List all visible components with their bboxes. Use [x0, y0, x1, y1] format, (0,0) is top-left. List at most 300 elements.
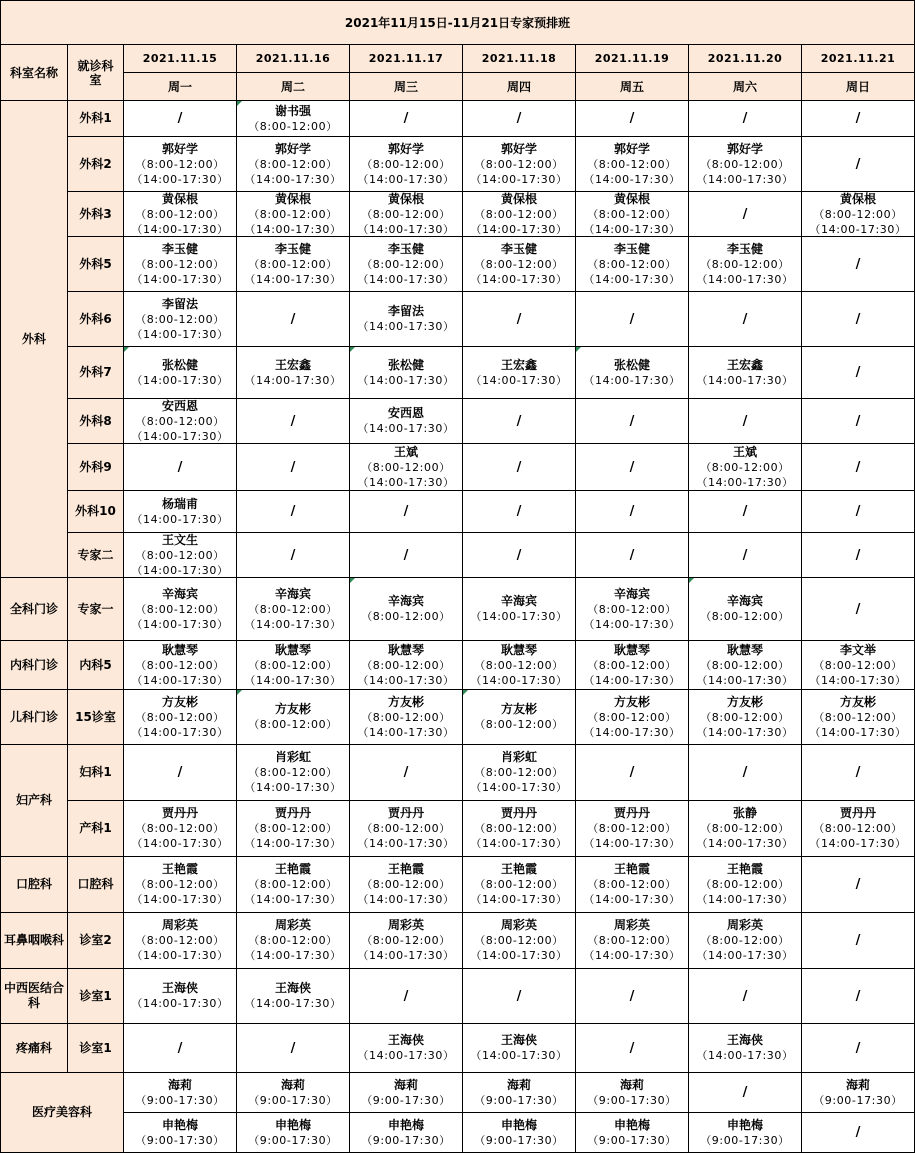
time-slot: （14:00-17:30） — [244, 172, 342, 186]
schedule-cell — [237, 690, 350, 745]
doctor-name: 辛海宾 — [274, 586, 311, 601]
schedule-cell — [802, 913, 915, 969]
time-slot: （14:00-17:30） — [696, 837, 794, 850]
time-slot: （14:00-17:30） — [131, 512, 229, 526]
time-slot: （14:00-17:30） — [131, 327, 229, 341]
time-slot: （8:00-12:00） — [248, 934, 338, 947]
schedule-cell — [689, 491, 802, 533]
time-slot: （8:00-12:00） — [700, 878, 790, 891]
weekday-header: 周三 — [350, 73, 463, 101]
clinic-name: 外科9 — [68, 444, 124, 491]
time-slot: （8:00-12:00） — [700, 610, 790, 623]
schedule-cell — [463, 399, 576, 444]
department-name: 中西医结合科 — [0, 969, 68, 1024]
time-slot: （14:00-17:30） — [244, 673, 342, 687]
doctor-name: 王斌 — [393, 444, 418, 459]
weekday-header: 周五 — [576, 73, 689, 101]
schedule-cell — [124, 347, 237, 399]
time-slot: （8:00-12:00） — [361, 658, 451, 672]
doctor-name: 张松健 — [387, 357, 424, 372]
time-slot: （8:00-12:00） — [361, 257, 451, 271]
time-slot: （14:00-17:30） — [470, 673, 568, 687]
time-slot: （14:00-17:30） — [357, 893, 455, 906]
doctor-name: 辛海宾 — [726, 594, 763, 608]
schedule-cell — [350, 137, 463, 192]
department-name: 医疗美容科 — [0, 1073, 124, 1153]
time-slot: （14:00-17:30） — [244, 949, 342, 962]
doctor-name: 耿慧琴 — [613, 642, 650, 657]
no-schedule-slash: / — [742, 988, 748, 1004]
time-slot: （8:00-12:00） — [474, 766, 564, 779]
doctor-name: 安西恩 — [387, 406, 424, 420]
schedule-cell — [124, 745, 237, 801]
doctor-name: 辛海宾 — [500, 594, 537, 608]
schedule-cell — [237, 347, 350, 399]
clinic-name: 外科5 — [68, 237, 124, 292]
doctor-name: 海莉 — [393, 1077, 418, 1092]
schedule-cell — [350, 1113, 463, 1153]
schedule-cell — [350, 641, 463, 690]
schedule-cell — [350, 347, 463, 399]
no-schedule-slash: / — [290, 413, 296, 429]
time-slot: （14:00-17:30） — [583, 673, 681, 687]
schedule-cell — [802, 1113, 915, 1153]
no-schedule-slash: / — [855, 365, 861, 380]
clinic-name: 外科7 — [68, 347, 124, 399]
no-schedule-slash: / — [629, 547, 635, 563]
clinic-name: 妇科1 — [68, 745, 124, 801]
doctor-name: 周彩英 — [274, 918, 311, 932]
doctor-name: 郭好学 — [726, 141, 763, 156]
doctor-name: 海莉 — [845, 1077, 870, 1092]
time-slot: （9:00-17:30） — [135, 1133, 225, 1147]
time-slot: （14:00-17:30） — [696, 1049, 794, 1062]
doctor-name: 杨瑞甫 — [161, 496, 198, 511]
time-slot: （8:00-12:00） — [474, 257, 564, 271]
schedule-cell — [689, 347, 802, 399]
time-slot: （14:00-17:30） — [357, 272, 455, 286]
time-slot: （8:00-12:00） — [135, 822, 225, 835]
time-slot: （9:00-17:30） — [813, 1093, 903, 1107]
schedule-cell — [350, 969, 463, 1024]
time-slot: （14:00-17:30） — [357, 373, 455, 387]
doctor-name: 方友彬 — [613, 694, 650, 709]
time-slot: （14:00-17:30） — [131, 837, 229, 850]
no-schedule-slash: / — [290, 311, 296, 327]
schedule-cell — [689, 292, 802, 347]
time-slot: （8:00-12:00） — [813, 658, 903, 672]
time-slot: （8:00-12:00） — [587, 878, 677, 891]
schedule-cell — [237, 101, 350, 137]
schedule-cell — [237, 137, 350, 192]
no-schedule-slash: / — [742, 111, 748, 126]
date-header: 2021.11.20 — [689, 45, 802, 73]
schedule-cell — [463, 491, 576, 533]
doctor-name: 张静 — [732, 806, 757, 820]
schedule-cell — [802, 690, 915, 745]
schedule-cell — [350, 237, 463, 292]
doctor-name: 张松健 — [161, 357, 198, 372]
time-slot: （14:00-17:30） — [583, 222, 681, 236]
no-schedule-slash: / — [516, 459, 522, 475]
schedule-cell — [576, 913, 689, 969]
department-name: 妇产科 — [0, 745, 68, 857]
time-slot: （8:00-12:00） — [474, 878, 564, 891]
doctor-name: 王宏鑫 — [500, 357, 537, 372]
schedule-cell — [576, 101, 689, 137]
time-slot: （8:00-12:00） — [361, 710, 451, 724]
schedule-cell — [802, 491, 915, 533]
time-slot: （14:00-17:30） — [583, 172, 681, 186]
no-schedule-slash: / — [742, 547, 748, 563]
clinic-name: 内科5 — [68, 641, 124, 690]
schedule-cell — [576, 399, 689, 444]
time-slot: （8:00-12:00） — [700, 460, 790, 474]
schedule-cell — [576, 745, 689, 801]
time-slot: （8:00-12:00） — [248, 207, 338, 221]
schedule-cell — [802, 237, 915, 292]
doctor-name: 郭好学 — [500, 141, 537, 156]
doctor-name: 安西恩 — [161, 399, 198, 413]
schedule-cell — [237, 801, 350, 857]
time-slot: （8:00-12:00） — [135, 157, 225, 171]
time-slot: （14:00-17:30） — [357, 475, 455, 489]
clinic-name: 外科6 — [68, 292, 124, 347]
schedule-cell — [350, 399, 463, 444]
schedule-cell — [237, 578, 350, 641]
time-slot: （14:00-17:30） — [583, 837, 681, 850]
time-slot: （14:00-17:30） — [696, 893, 794, 906]
schedule-cell — [124, 578, 237, 641]
schedule-cell — [689, 857, 802, 913]
time-slot: （8:00-12:00） — [248, 119, 338, 133]
schedule-cell — [576, 969, 689, 1024]
time-slot: （14:00-17:30） — [131, 222, 229, 236]
no-schedule-slash: / — [516, 547, 522, 563]
no-schedule-slash: / — [855, 504, 861, 519]
time-slot: （8:00-12:00） — [700, 658, 790, 672]
schedule-cell — [576, 137, 689, 192]
no-schedule-slash: / — [629, 311, 635, 327]
schedule-cell — [124, 1024, 237, 1073]
no-schedule-slash: / — [742, 311, 748, 327]
schedule-cell — [576, 578, 689, 641]
schedule-cell — [463, 444, 576, 491]
doctor-name: 海莉 — [280, 1077, 305, 1092]
schedule-cell — [802, 641, 915, 690]
time-slot: （9:00-17:30） — [248, 1133, 338, 1147]
schedule-cell — [463, 969, 576, 1024]
time-slot: （9:00-17:30） — [700, 1133, 790, 1147]
time-slot: （8:00-12:00） — [135, 878, 225, 891]
time-slot: （8:00-12:00） — [361, 610, 451, 623]
doctor-name: 耿慧琴 — [726, 642, 763, 657]
doctor-name: 贾丹丹 — [500, 806, 537, 820]
clinic-column-header: 就诊科室 — [68, 45, 124, 101]
time-slot: （8:00-12:00） — [587, 658, 677, 672]
time-slot: （8:00-12:00） — [700, 157, 790, 171]
schedule-cell — [576, 491, 689, 533]
schedule-cell — [689, 1073, 802, 1113]
time-slot: （14:00-17:30） — [357, 172, 455, 186]
no-schedule-slash: / — [742, 504, 748, 519]
doctor-name: 贾丹丹 — [839, 806, 876, 820]
schedule-cell — [463, 137, 576, 192]
time-slot: （14:00-17:30） — [696, 673, 794, 687]
doctor-name: 王海侠 — [726, 1033, 763, 1047]
schedule-cell — [350, 292, 463, 347]
time-slot: （8:00-12:00） — [135, 548, 225, 562]
doctor-name: 王艳霞 — [613, 862, 650, 876]
time-slot: （8:00-12:00） — [474, 207, 564, 221]
time-slot: （14:00-17:30） — [244, 617, 342, 631]
time-slot: （14:00-17:30） — [244, 222, 342, 236]
schedule-cell — [689, 137, 802, 192]
schedule-cell — [463, 192, 576, 237]
time-slot: （14:00-17:30） — [131, 997, 229, 1010]
no-schedule-slash: / — [855, 111, 861, 126]
doctor-name: 海莉 — [619, 1077, 644, 1092]
schedule-cell — [350, 913, 463, 969]
schedule-cell — [689, 101, 802, 137]
no-schedule-slash: / — [403, 504, 409, 519]
schedule-cell — [350, 801, 463, 857]
weekday-header: 周二 — [237, 73, 350, 101]
no-schedule-slash: / — [403, 547, 409, 563]
time-slot: （14:00-17:30） — [131, 617, 229, 631]
department-name: 外科 — [0, 101, 68, 578]
schedule-cell — [124, 491, 237, 533]
schedule-cell — [237, 491, 350, 533]
time-slot: （14:00-17:30） — [244, 893, 342, 906]
weekday-header: 周一 — [124, 73, 237, 101]
time-slot: （14:00-17:30） — [357, 949, 455, 962]
time-slot: （9:00-17:30） — [361, 1133, 451, 1147]
schedule-cell — [237, 533, 350, 578]
schedule-cell — [124, 641, 237, 690]
no-schedule-slash: / — [742, 413, 748, 429]
no-schedule-slash: / — [403, 765, 409, 780]
time-slot: （8:00-12:00） — [248, 822, 338, 835]
schedule-cell — [350, 1073, 463, 1113]
time-slot: （14:00-17:30） — [131, 949, 229, 962]
doctor-name: 谢书强 — [274, 103, 311, 118]
no-schedule-slash: / — [855, 765, 861, 780]
comment-marker — [689, 578, 694, 583]
time-slot: （9:00-17:30） — [474, 1133, 564, 1147]
doctor-name: 王艳霞 — [161, 862, 198, 876]
time-slot: （8:00-12:00） — [813, 207, 903, 221]
schedule-cell — [802, 745, 915, 801]
time-slot: （14:00-17:30） — [696, 725, 794, 739]
department-name: 口腔科 — [0, 857, 68, 913]
department-name: 内科门诊 — [0, 641, 68, 690]
time-slot: （14:00-17:30） — [809, 673, 907, 687]
schedule-cell — [350, 745, 463, 801]
time-slot: （8:00-12:00） — [248, 718, 338, 731]
doctor-name: 肖彩虹 — [274, 750, 311, 764]
no-schedule-slash: / — [629, 504, 635, 519]
clinic-name: 诊室2 — [68, 913, 124, 969]
time-slot: （14:00-17:30） — [131, 893, 229, 906]
clinic-name: 专家一 — [68, 578, 124, 641]
doctor-name: 周彩英 — [387, 918, 424, 932]
schedule-cell — [237, 399, 350, 444]
time-slot: （14:00-17:30） — [470, 1049, 568, 1062]
clinic-name: 外科10 — [68, 491, 124, 533]
time-slot: （14:00-17:30） — [470, 373, 568, 387]
date-header: 2021.11.17 — [350, 45, 463, 73]
doctor-name: 申艳梅 — [500, 1117, 537, 1132]
schedule-cell — [689, 192, 802, 237]
time-slot: （8:00-12:00） — [135, 312, 225, 326]
schedule-cell — [463, 690, 576, 745]
date-header: 2021.11.15 — [124, 45, 237, 73]
schedule-cell — [124, 913, 237, 969]
no-schedule-slash: / — [290, 1040, 296, 1056]
schedule-cell — [689, 533, 802, 578]
schedule-cell — [237, 1024, 350, 1073]
time-slot: （14:00-17:30） — [357, 673, 455, 687]
time-slot: （14:00-17:30） — [583, 725, 681, 739]
no-schedule-slash: / — [855, 601, 861, 617]
schedule-cell — [689, 969, 802, 1024]
time-slot: （14:00-17:30） — [357, 1049, 455, 1062]
schedule-cell — [124, 533, 237, 578]
no-schedule-slash: / — [629, 459, 635, 475]
schedule-cell — [576, 1024, 689, 1073]
time-slot: （8:00-12:00） — [587, 257, 677, 271]
schedule-cell — [350, 857, 463, 913]
no-schedule-slash: / — [855, 156, 861, 172]
doctor-name: 耿慧琴 — [387, 642, 424, 657]
schedule-cell — [124, 192, 237, 237]
doctor-name: 申艳梅 — [274, 1117, 311, 1132]
time-slot: （9:00-17:30） — [248, 1093, 338, 1107]
doctor-name: 王宏鑫 — [726, 357, 763, 372]
doctor-name: 方友彬 — [500, 702, 537, 716]
schedule-cell — [802, 347, 915, 399]
clinic-name: 15诊室 — [68, 690, 124, 745]
no-schedule-slash: / — [629, 413, 635, 429]
time-slot: （8:00-12:00） — [474, 934, 564, 947]
clinic-name: 诊室1 — [68, 1024, 124, 1073]
time-slot: （8:00-12:00） — [248, 878, 338, 891]
schedule-cell — [124, 237, 237, 292]
time-slot: （14:00-17:30） — [357, 725, 455, 739]
schedule-cell — [124, 137, 237, 192]
doctor-name: 黄保根 — [161, 192, 198, 206]
schedule-cell — [576, 237, 689, 292]
schedule-cell — [237, 1113, 350, 1153]
time-slot: （14:00-17:30） — [131, 673, 229, 687]
doctor-name: 黄保根 — [613, 192, 650, 206]
doctor-name: 王艳霞 — [387, 862, 424, 876]
doctor-name: 耿慧琴 — [500, 642, 537, 657]
time-slot: （8:00-12:00） — [135, 710, 225, 724]
doctor-name: 王宏鑫 — [274, 357, 311, 372]
clinic-name: 外科3 — [68, 192, 124, 237]
clinic-name: 口腔科 — [68, 857, 124, 913]
time-slot: （14:00-17:30） — [470, 172, 568, 186]
schedule-cell — [689, 237, 802, 292]
schedule-cell — [350, 690, 463, 745]
schedule-cell — [124, 444, 237, 491]
time-slot: （8:00-12:00） — [361, 878, 451, 891]
doctor-name: 郭好学 — [274, 141, 311, 156]
department-name: 儿科门诊 — [0, 690, 68, 745]
schedule-cell — [576, 444, 689, 491]
time-slot: （14:00-17:30） — [470, 893, 568, 906]
comment-marker — [350, 578, 355, 583]
doctor-name: 郭好学 — [613, 141, 650, 156]
time-slot: （9:00-17:30） — [135, 1093, 225, 1107]
time-slot: （14:00-17:30） — [809, 837, 907, 850]
comment-marker — [576, 347, 581, 352]
doctor-name: 黄保根 — [500, 192, 537, 206]
no-schedule-slash: / — [629, 111, 635, 126]
time-slot: （14:00-17:30） — [809, 725, 907, 739]
no-schedule-slash: / — [403, 111, 409, 126]
doctor-name: 王海侠 — [387, 1033, 424, 1047]
schedule-cell — [463, 237, 576, 292]
schedule-cell — [576, 857, 689, 913]
doctor-name: 辛海宾 — [613, 586, 650, 601]
no-schedule-slash: / — [177, 459, 183, 475]
time-slot: （14:00-17:30） — [583, 617, 681, 631]
doctor-name: 黄保根 — [274, 192, 311, 206]
time-slot: （14:00-17:30） — [131, 272, 229, 286]
doctor-name: 方友彬 — [274, 702, 311, 716]
time-slot: （8:00-12:00） — [135, 602, 225, 616]
schedule-cell — [463, 533, 576, 578]
time-slot: （14:00-17:30） — [244, 272, 342, 286]
doctor-name: 周彩英 — [500, 918, 537, 932]
doctor-name: 周彩英 — [613, 918, 650, 932]
doctor-name: 王海侠 — [500, 1033, 537, 1047]
schedule-cell — [802, 969, 915, 1024]
schedule-cell — [802, 399, 915, 444]
time-slot: （14:00-17:30） — [470, 610, 568, 623]
time-slot: （8:00-12:00） — [361, 934, 451, 947]
schedule-cell — [237, 857, 350, 913]
doctor-name: 王艳霞 — [726, 862, 763, 876]
time-slot: （8:00-12:00） — [474, 157, 564, 171]
time-slot: （14:00-17:30） — [696, 475, 794, 489]
schedule-cell — [802, 533, 915, 578]
schedule-cell — [689, 399, 802, 444]
schedule-cell — [576, 292, 689, 347]
department-name: 耳鼻咽喉科 — [0, 913, 68, 969]
schedule-cell — [237, 1073, 350, 1113]
doctor-name: 李玉健 — [613, 241, 650, 256]
doctor-name: 李留法 — [387, 304, 424, 318]
time-slot: （14:00-17:30） — [470, 272, 568, 286]
schedule-cell — [463, 292, 576, 347]
time-slot: （14:00-17:30） — [470, 949, 568, 962]
schedule-cell — [576, 690, 689, 745]
time-slot: （8:00-12:00） — [587, 602, 677, 616]
doctor-name: 王海侠 — [274, 981, 311, 995]
doctor-name: 王艳霞 — [274, 862, 311, 876]
no-schedule-slash: / — [403, 988, 409, 1004]
no-schedule-slash: / — [855, 311, 861, 327]
no-schedule-slash: / — [177, 1040, 183, 1056]
doctor-name: 方友彬 — [726, 694, 763, 709]
schedule-cell — [124, 969, 237, 1024]
weekday-header: 周六 — [689, 73, 802, 101]
time-slot: （8:00-12:00） — [135, 207, 225, 221]
